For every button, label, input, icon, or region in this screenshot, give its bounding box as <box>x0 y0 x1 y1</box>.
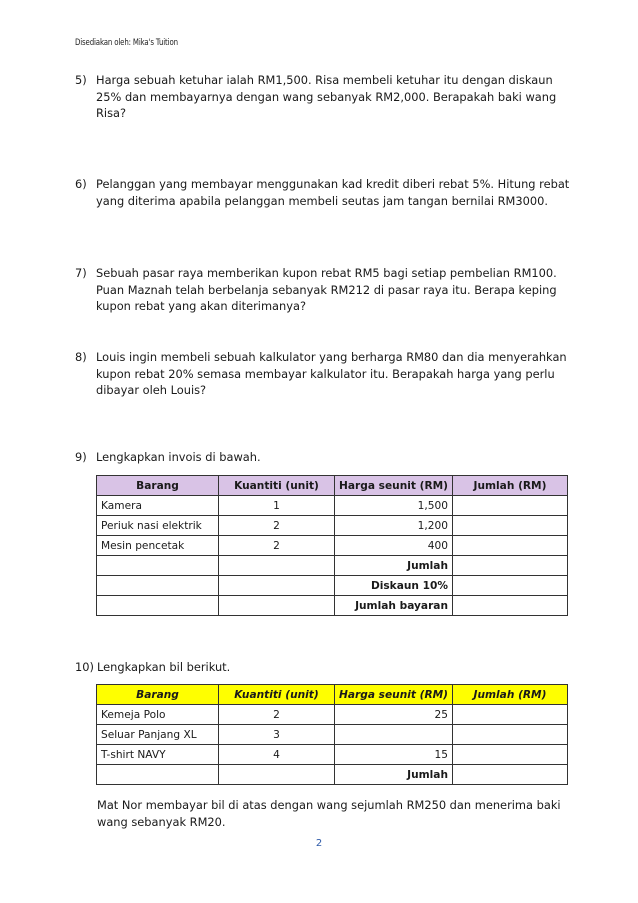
price-cell: 25 <box>335 705 453 725</box>
column-header: Jumlah (RM) <box>453 685 568 705</box>
price-cell: 400 <box>335 536 453 556</box>
total-cell[interactable] <box>453 516 568 536</box>
qty-cell: 2 <box>219 516 335 536</box>
table-row <box>97 516 568 536</box>
question-9 <box>75 449 570 466</box>
question-number: 7) <box>75 266 87 280</box>
question-text: Harga sebuah ketuhar ialah RM1,500. Risa membeli ketuhar itu dengan diskaun 25% dan membayarnya dengan wang sebanyak RM2,000. Berapakah baki wang Risa? <box>96 73 557 120</box>
question-number: 8) <box>75 350 87 364</box>
item-cell: Periuk nasi elektrik <box>97 516 219 536</box>
item-cell: Seluar Panjang XL <box>97 725 219 745</box>
column-header: Harga seunit (RM) <box>335 476 453 496</box>
summary-label: Diskaun 10% <box>335 576 453 596</box>
column-header: Barang <box>97 685 219 705</box>
price-cell: 1,200 <box>335 516 453 536</box>
question-text: Louis ingin membeli sebuah kalkulator yang berharga RM80 dan dia menyerahkan kupon rebat 20% semasa membayar kalkulator itu. Berapakah harga yang perlu dibayar oleh Louis? <box>96 350 567 397</box>
question-text: Sebuah pasar raya memberikan kupon rebat RM5 bagi setiap pembelian RM100. Puan Maznah telah berbelanja sebanyak RM212 di pasar raya itu. Berapa keping kupon rebat yang akan diterimanya? <box>96 266 557 313</box>
total-cell[interactable] <box>453 745 568 765</box>
summary-value-cell[interactable] <box>453 556 568 576</box>
price-cell[interactable] <box>335 725 453 745</box>
table-row <box>97 536 568 556</box>
page-header: Disediakan oleh: Mika's Tuition <box>75 38 178 48</box>
question-5 <box>75 72 570 122</box>
question-number: 10) <box>75 660 94 674</box>
column-header: Kuantiti (unit) <box>219 685 335 705</box>
total-cell[interactable] <box>453 725 568 745</box>
qty-cell: 2 <box>219 536 335 556</box>
invoice-table <box>96 475 568 616</box>
column-header: Kuantiti (unit) <box>219 476 335 496</box>
question-8 <box>75 349 570 399</box>
item-cell: Mesin pencetak <box>97 536 219 556</box>
question-number: 5) <box>75 73 87 87</box>
item-cell: T-shirt NAVY <box>97 745 219 765</box>
table-row <box>97 496 568 516</box>
summary-row <box>97 576 568 596</box>
price-cell: 1,500 <box>335 496 453 516</box>
item-cell: Kemeja Polo <box>97 705 219 725</box>
page-number: 2 <box>315 838 323 849</box>
bill-table <box>96 684 568 785</box>
summary-row <box>97 596 568 616</box>
table-row <box>97 705 568 725</box>
question-text: Lengkapkan invois di bawah. <box>96 450 261 464</box>
column-header: Jumlah (RM) <box>453 476 568 496</box>
table-row <box>97 725 568 745</box>
table-header-row <box>97 685 568 705</box>
question-7 <box>75 265 570 315</box>
question-10 <box>75 659 570 676</box>
qty-cell: 1 <box>219 496 335 516</box>
qty-cell: 4 <box>219 745 335 765</box>
price-cell: 15 <box>335 745 453 765</box>
table-row <box>97 745 568 765</box>
question-text: Pelanggan yang membayar menggunakan kad kredit diberi rebat 5%. Hitung rebat yang diterima apabila pelanggan membeli seutas jam tangan bernilai RM3000. <box>96 177 570 208</box>
item-cell: Kamera <box>97 496 219 516</box>
total-cell[interactable] <box>453 705 568 725</box>
summary-value-cell[interactable] <box>453 596 568 616</box>
column-header: Barang <box>97 476 219 496</box>
qty-cell: 3 <box>219 725 335 745</box>
summary-label: Jumlah <box>335 556 453 576</box>
total-cell[interactable] <box>453 496 568 516</box>
summary-label: Jumlah <box>335 765 453 785</box>
question-number: 9) <box>75 450 87 464</box>
summary-value-cell[interactable] <box>453 576 568 596</box>
qty-cell: 2 <box>219 705 335 725</box>
summary-row <box>97 765 568 785</box>
column-header: Harga seunit (RM) <box>335 685 453 705</box>
question-text: Lengkapkan bil berikut. <box>97 660 231 674</box>
bill-followup-text: Mat Nor membayar bil di atas dengan wang sejumlah RM250 dan menerima baki wang sebanyak RM20. <box>97 798 561 829</box>
summary-value-cell[interactable] <box>453 765 568 785</box>
table-header-row <box>97 476 568 496</box>
total-cell[interactable] <box>453 536 568 556</box>
question-number: 6) <box>75 177 87 191</box>
summary-row <box>97 556 568 576</box>
question-6 <box>75 176 570 209</box>
summary-label: Jumlah bayaran <box>335 596 453 616</box>
